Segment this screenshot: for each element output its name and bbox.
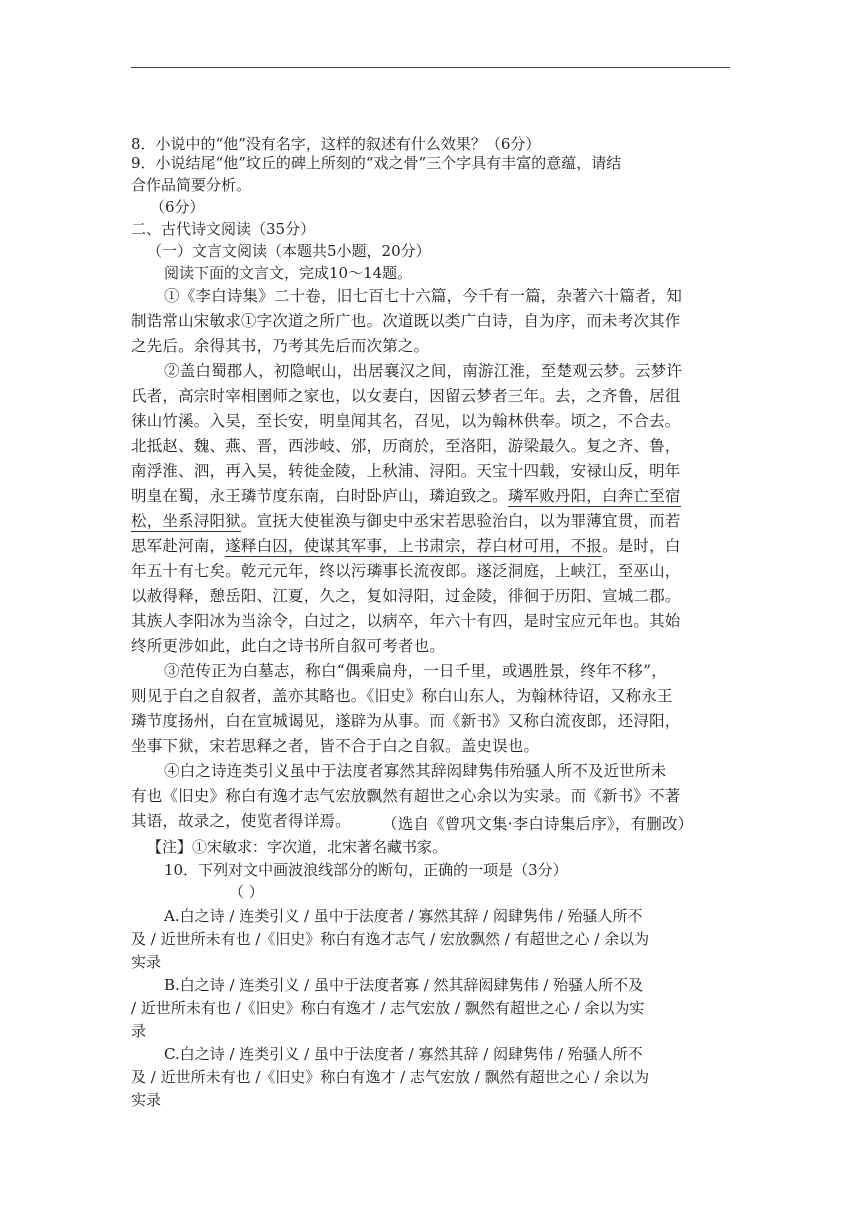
passage-p2-line5: 南浮淮、泗，再入吴，转徙金陵，上秋浦、浔阳。天宝十四载，安禄山反，明年 [131,462,681,480]
sub-section-title: （一）文言文阅读（本题共5小题，20分） [147,242,431,260]
question-8: 8．小说中的“他”没有名字，这样的叙述有什么效果？（6分） [131,135,541,153]
passage-p2-line7-text: 。宣抚大使崔涣与御史中丞宋若思验治白，以为罪薄宜贯，而若 [240,512,681,530]
passage-p3-line3: 璘节度扬州，白在宣城谒见，遂辟为从事。而《新书》又称白流夜郎，还浔阳， [131,712,681,730]
option-a-line2[interactable]: 及 / 近世所未有也 /《旧史》称白有逸才志气 / 宏放飘然 / 有超世之心 / 余以为 [131,930,650,948]
passage-p3-line4: 坐事下狱，宋若思释之者，皆不合于白之自叙。盖史误也。 [131,737,540,755]
passage-p3-line1: ③范传正为白墓志，称白“偶乘扁舟，一日千里，或遇胜景，终年不移”， [164,662,667,680]
passage-p1-line3: 之先后。余得其书，乃考其先后而次第之。 [131,337,430,355]
passage-p2-line10: 以赦得释，憩岳阳、江夏，久之，复如浔阳，过金陵，徘徊于历阳、宣城二郡。 [131,587,681,605]
option-c-line3[interactable]: 实录 [131,1091,162,1109]
option-a-line1[interactable]: A.白之诗 / 连类引义 / 虽中于法度者 / 寡然其辞 / 闳肆隽伟 / 殆骚人所不 [164,907,643,925]
passage-p3-line2: 则见于白之自叙者，盖亦其略也。《旧史》称白山东人，为翰林待诏，又称永王 [131,687,673,705]
passage-p4-line2: 有也《旧史》称白有逸才志气宏放飘然有超世之心余以为实录。而《新书》不著 [131,787,681,805]
passage-p2-line9: 年五十有七矣。乾元元年，终以污璘事长流夜郎。遂泛洞庭，上峡江，至巫山， [131,562,681,580]
passage-p2-line11: 其族人李阳冰为当涂令，白过之，以病卒，年六十有四，是时宝应元年也。其始 [131,612,681,630]
passage-p2-line6 [131,486,681,506]
question-10-stem: 10．下列对文中画波浪线部分的断句，正确的一项是（3分） [164,861,568,879]
passage-p2-line2: 氏者，高宗时宰相圉师之家也，以女妻白，因留云梦者三年。去，之齐鲁，居徂 [131,387,681,405]
option-b-line3[interactable]: 录 [131,1022,147,1040]
question-9-score: （6分） [150,198,205,216]
option-a-line3[interactable]: 实录 [131,953,162,971]
passage-p4-line1: ④白之诗连类引义虽中于法度者寡然其辞闳肆隽伟殆骚人所不及近世所未 [164,762,667,780]
question-10-blank: （ ） [229,883,264,901]
underlined-sentence-1b: 松，坐系浔阳狱 [131,512,241,530]
passage-p1-line1: ①《李白诗集》二十卷，旧七百七十六篇，今千有一篇，杂著六十篇者，知 [164,287,683,305]
passage-source: （选自《曾巩文集·李白诗集后序》，有删改） [382,815,694,833]
option-c-line2[interactable]: 及 / 近世所未有也 /《旧史》称白有逸才 / 志气宏放 / 飘然有超世之心 / 余以为 [131,1068,650,1086]
passage-p2-line8 [131,536,681,556]
passage-p2-line12: 终所更涉如此，此白之诗书所自叙可考者也。 [131,637,446,655]
passage-p2-line6-text: 明皇在蜀，永王璘节度东南，白时卧庐山，璘迫致之。 [131,487,508,505]
annotation-note: 【注】①宋敏求：字次道，北宋著名藏书家。 [147,838,448,856]
passage-p2-line7 [131,511,681,531]
question-9-line1: 9．小说结尾“他”坟丘的碑上所刻的“戏之骨”三个字具有丰富的意蕴，请结 [131,154,622,172]
passage-p2-line3: 徕山竹溪。入吴，至长安，明皇闻其名，召见，以为翰林供奉。顷之，不合去。 [131,412,681,430]
passage-p2-line8-tail: 。是时，白 [602,537,681,555]
section-title: 二、古代诗文阅读（35分） [131,220,316,238]
header-rule [131,67,730,68]
passage-p1-line2: 制诰常山宋敏求①字次道之所广也。次道既以类广白诗，自为序，而未考次其作 [131,312,681,330]
instruction: 阅读下面的文言文，完成10～14题。 [164,264,413,282]
passage-p2-line4: 北抵赵、魏、燕、晋，西涉岐、邠，历商於，至洛阳，游梁最久。复之齐、鲁， [131,437,681,455]
passage-p2-line8-text: 思军赴河南， [131,537,226,555]
option-c-line1[interactable]: C.白之诗 / 连类引义 / 虽中于法度者 / 寡然其辞 / 闳肆隽伟 / 殆骚人所不 [164,1045,643,1063]
question-9-line2: 合作品简要分析。 [131,176,252,194]
passage-p4-line3: 其语，故录之，使览者得详焉。 [131,812,351,830]
underlined-sentence-1a: 璘军败丹阳，白奔亡至宿 [507,487,681,505]
option-b-line1[interactable]: B.白之诗 / 连类引义 / 虽中于法度者寡 / 然其辞闳肆隽伟 / 殆骚人所不及 [164,976,644,994]
option-b-line2[interactable]: / 近世所未有也 /《旧史》称白有逸才 / 志气宏放 / 飘然有超世之心 / 余以为实 [131,999,645,1017]
passage-p2-line1: ②盖白蜀郡人，初隐岷山，出居襄汉之间，南游江淮，至楚观云梦。云梦许 [164,362,683,380]
underlined-sentence-2: 遂释白囚，使谋其军事，上书肃宗，荐白材可用，不报 [225,537,603,555]
